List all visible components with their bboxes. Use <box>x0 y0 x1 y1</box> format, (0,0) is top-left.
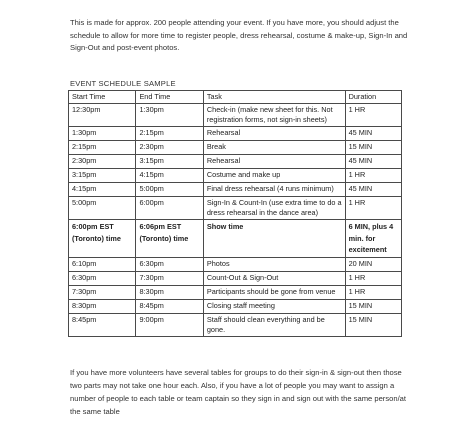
cell-end-time: 8:30pm <box>136 285 203 299</box>
cell-start-time: 4:15pm <box>69 183 136 197</box>
table-row <box>69 141 402 155</box>
cell-task: Costume and make up <box>203 169 345 183</box>
cell-duration: 45 MIN <box>345 183 401 197</box>
column-header-end-time: End Time <box>136 91 203 104</box>
cell-start-time: 6:10pm <box>69 257 136 271</box>
cell-start-time: 7:30pm <box>69 285 136 299</box>
cell-end-time: 2:15pm <box>136 127 203 141</box>
cell-end-time: 6:00pm <box>136 197 203 220</box>
column-header-task: Task <box>203 91 345 104</box>
table-row <box>69 220 402 258</box>
cell-start-time: 8:30pm <box>69 299 136 313</box>
cell-task: Closing staff meeting <box>203 299 345 313</box>
cell-start-time: 2:15pm <box>69 141 136 155</box>
table-row <box>69 257 402 271</box>
cell-duration: 1 HR <box>345 271 401 285</box>
cell-start-time: 8:45pm <box>69 313 136 336</box>
cell-duration: 1 HR <box>345 285 401 299</box>
event-schedule-table <box>68 90 402 337</box>
cell-end-time: 7:30pm <box>136 271 203 285</box>
table-title: EVENT SCHEDULE SAMPLE <box>70 79 176 88</box>
cell-start-time: 5:00pm <box>69 197 136 220</box>
table-row <box>69 183 402 197</box>
cell-duration: 15 MIN <box>345 313 401 336</box>
cell-duration: 20 MIN <box>345 257 401 271</box>
cell-duration: 45 MIN <box>345 155 401 169</box>
cell-duration: 1 HR <box>345 197 401 220</box>
cell-start-time: 3:15pm <box>69 169 136 183</box>
table-body <box>69 104 402 337</box>
cell-task: Rehearsal <box>203 127 345 141</box>
cell-duration: 15 MIN <box>345 141 401 155</box>
cell-end-time: 1:30pm <box>136 104 203 127</box>
cell-end-time: 5:00pm <box>136 183 203 197</box>
cell-end-time: 6:06pm EST (Toronto) time <box>136 220 203 258</box>
table-row <box>69 127 402 141</box>
cell-task: Staff should clean everything and be gone. <box>203 313 345 336</box>
cell-start-time: 2:30pm <box>69 155 136 169</box>
cell-task: Participants should be gone from venue <box>203 285 345 299</box>
cell-task: Rehearsal <box>203 155 345 169</box>
cell-start-time: 6:00pm EST (Toronto) time <box>69 220 136 258</box>
table-row <box>69 285 402 299</box>
column-header-start-time: Start Time <box>69 91 136 104</box>
table-row <box>69 271 402 285</box>
cell-task: Break <box>203 141 345 155</box>
cell-duration: 45 MIN <box>345 127 401 141</box>
cell-end-time: 6:30pm <box>136 257 203 271</box>
table-row <box>69 104 402 127</box>
cell-start-time: 1:30pm <box>69 127 136 141</box>
cell-task: Show time <box>203 220 345 258</box>
table-row <box>69 299 402 313</box>
cell-end-time: 4:15pm <box>136 169 203 183</box>
cell-end-time: 3:15pm <box>136 155 203 169</box>
table-row <box>69 313 402 336</box>
table-row <box>69 197 402 220</box>
cell-end-time: 2:30pm <box>136 141 203 155</box>
cell-start-time: 6:30pm <box>69 271 136 285</box>
table-row <box>69 169 402 183</box>
closing-paragraph: If you have more volunteers have several tables for groups to do their sign-in & sign-out then those two parts may not take one hour each. Also, if you have a lot of people you may want to assign a number of people to each table or team captain so they sign in and sign out with the same person/at the same table <box>70 368 407 416</box>
cell-start-time: 12:30pm <box>69 104 136 127</box>
intro-paragraph: This is made for approx. 200 people attending your event. If you have more, you should adjust the schedule to allow for more time to register people, dress rehearsal, costume & make-up, Sign-In and Sign-Out and post-event photos. <box>70 18 408 52</box>
cell-task: Sign-In & Count-In (use extra time to do a dress rehearsal in the dance area) <box>203 197 345 220</box>
cell-duration: 15 MIN <box>345 299 401 313</box>
cell-end-time: 8:45pm <box>136 299 203 313</box>
cell-task: Count-Out & Sign-Out <box>203 271 345 285</box>
table-row <box>69 155 402 169</box>
table-header-row <box>69 91 402 104</box>
column-header-duration: Duration <box>345 91 401 104</box>
cell-task: Photos <box>203 257 345 271</box>
cell-task: Check-in (make new sheet for this. Not registration forms, not sign-in sheets) <box>203 104 345 127</box>
cell-end-time: 9:00pm <box>136 313 203 336</box>
cell-duration: 1 HR <box>345 104 401 127</box>
cell-duration: 1 HR <box>345 169 401 183</box>
cell-duration: 6 MIN, plus 4 min. for excitement <box>345 220 401 258</box>
cell-task: Final dress rehearsal (4 runs minimum) <box>203 183 345 197</box>
